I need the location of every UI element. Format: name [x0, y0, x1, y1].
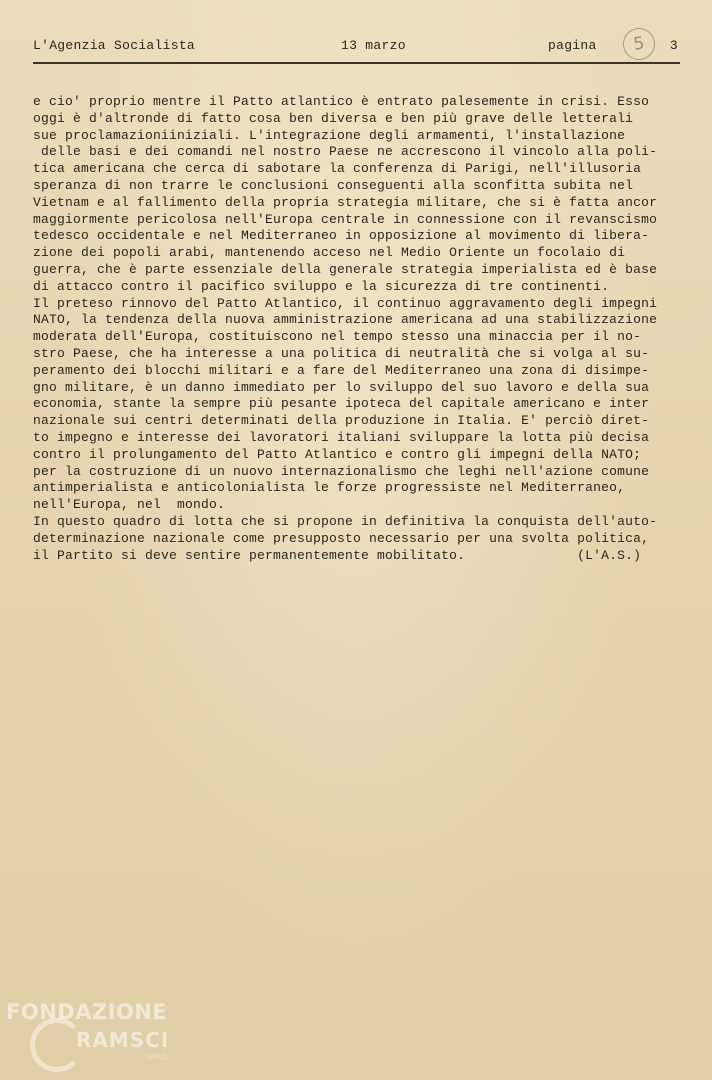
text-line: tica americana che cerca di sabotare la conferenza di Parigi, nell'illusoria: [33, 161, 642, 177]
text-line: antimperialista e anticolonialista le forze progressiste nel Mediterraneo,: [33, 480, 626, 496]
text-line: gno militare, è un danno immediato per lo sviluppo del suo lavoro e della sua: [33, 379, 650, 395]
page-number: 3: [669, 38, 678, 53]
text-line: to impegno e interesse dei lavoratori italiani sviluppare la lotta più decisa: [33, 429, 650, 445]
article-body: [33, 94, 683, 564]
text-line: In questo quadro di lotta che si propone in definitiva la conquista dell'auto-: [33, 513, 658, 529]
text-line: moderata dell'Europa, costituiscono nel tempo stesso una minaccia per il no-: [33, 329, 642, 345]
text-line: NATO, la tendenza della nuova amministrazione americana ad una stabilizzazione: [33, 312, 658, 328]
text-line: e cio' proprio mentre il Patto atlantico è entrato palesemente in crisi. Esso: [33, 94, 650, 109]
page-header: [33, 33, 680, 58]
text-line: contro il prolungamento del Patto Atlantico e contro gli impegni della NATO;: [33, 446, 642, 462]
text-line: determinazione nazionale come presupposto necessario per una svolta politica,: [33, 530, 650, 546]
text-line: stro Paese, che ha interesse a una politica di neutralità che si volga al su-: [33, 345, 650, 361]
text-line: per la costruzione di un nuovo internazionalismo che leghi nell'azione comune: [33, 463, 650, 479]
text-line: zione dei popoli arabi, mantenendo acceso nel Medio Oriente un focolaio di: [33, 245, 626, 261]
text-line: delle basi e dei comandi nel nostro Paese ne accrescono il vincolo alla poli-: [33, 144, 658, 160]
text-line: Il preteso rinnovo del Patto Atlantico, il continuo aggravamento degli impegni: [33, 295, 658, 311]
text-line: peramento dei blocchi militari e a fare del Mediterraneo una zona di disimpe-: [33, 362, 650, 378]
watermark-sub: onlus: [146, 1052, 168, 1061]
text-line: guerra, che è parte essenziale della generale strategia imperialista ed è base: [33, 261, 658, 277]
text-line: tedesco occidentale e nel Mediterraneo in opposizione al movimento di libera-: [33, 228, 650, 244]
foundation-watermark: [6, 1000, 186, 1080]
text-line: nazionale sui centri determinati della produzione in Italia. E' perciò diret-: [33, 413, 650, 429]
text-line: speranza di non trarre le conclusioni conseguenti alla sconfitta subita nel: [33, 177, 634, 193]
watermark-line2: RAMSCI: [76, 1028, 170, 1052]
text-line: Vietnam e al fallimento della propria strategia militare, che si è fatta ancor: [33, 194, 658, 210]
publication-title: L'Agenzia Socialista: [33, 38, 196, 53]
text-line: maggiormente pericolosa nell'Europa centrale in connessione con il revanscismo: [33, 211, 658, 227]
issue-date: 13 marzo: [341, 38, 406, 53]
header-divider: [33, 62, 680, 64]
text-line: oggi è d'altronde di fatto cosa ben diversa e ben più grave delle letterali: [33, 110, 634, 126]
text-line: sue proclamazioniiniziali. L'integrazione degli armamenti, l'installazione: [33, 127, 626, 143]
text-line: di attacco contro il pacifico sviluppo e la sicurezza di tre continenti.: [33, 278, 610, 294]
page-label: pagina: [548, 38, 597, 53]
text-line: il Partito si deve sentire permanentemente mobilitato. (L'A.S.): [33, 547, 642, 563]
archive-stamp: 5: [621, 26, 657, 62]
text-line: economia, stante la sempre più pesante ipoteca del capitale americano e inter: [33, 396, 650, 412]
text-line: nell'Europa, nel mondo.: [33, 497, 226, 513]
watermark-line1: FONDAZIONE: [6, 1000, 168, 1024]
